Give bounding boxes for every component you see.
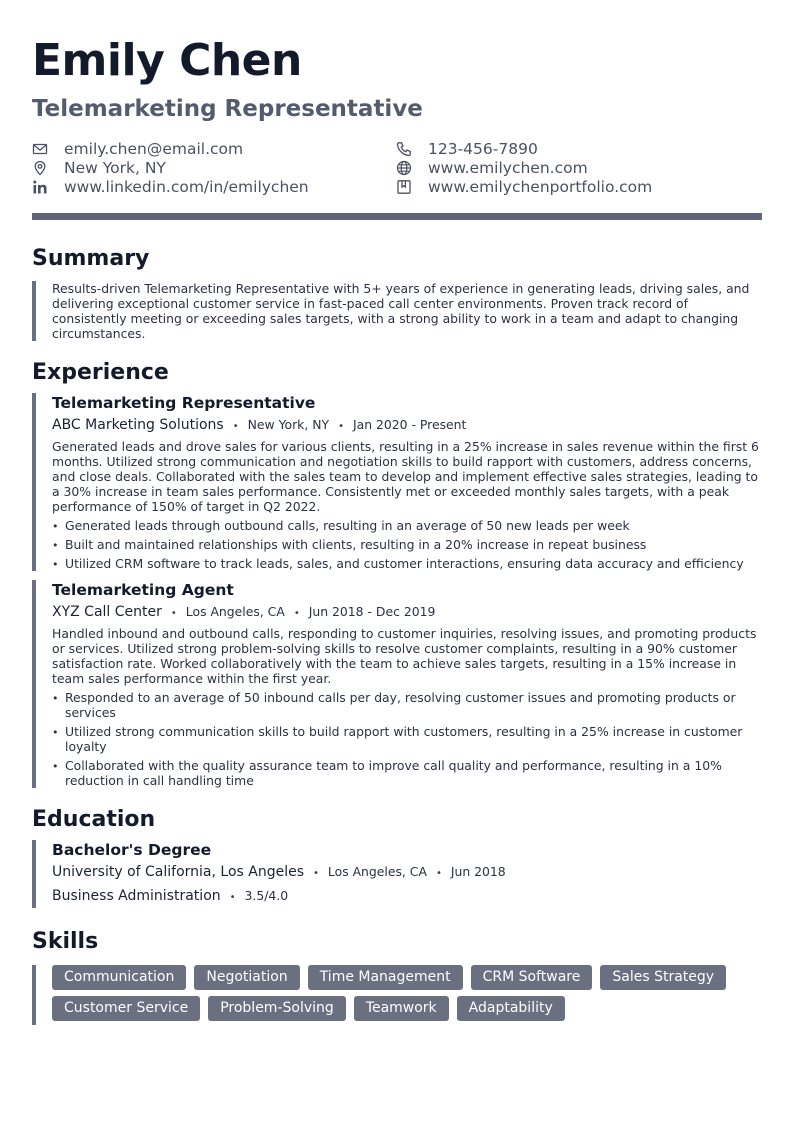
job-bullet: • Responded to an average of 50 inbound calls per day, resolving customer issues and promoting products or services [52,690,762,720]
job-title: Telemarketing Representative [32,96,423,122]
education-meta [52,862,762,884]
job-entry [52,393,762,571]
job-dates: Jun 2018 - Dec 2019 [308,604,436,619]
job-company: XYZ Call Center [52,604,162,620]
job-bullet: • Collaborated with the quality assurance team to improve call quality and performance, resulting in a 10% reduction in call handling time [52,758,762,788]
resume-page [32,30,762,1025]
job-entry-title: Telemarketing Representative [52,394,316,412]
contact-location [32,158,309,177]
education-degree: Bachelor's Degree [52,841,212,859]
contact-website[interactable] [396,158,652,177]
skill-tag: Communication [52,965,186,990]
education-date: Jun 2018 [450,864,506,879]
job-entry-meta [52,415,762,437]
job-company: ABC Marketing Solutions [52,417,224,433]
globe-icon [396,160,412,176]
contact-phone[interactable] [396,139,652,158]
email-text: emily.chen@email.com [64,139,244,158]
skill-tag: Adaptability [457,996,565,1021]
job-description: Generated leads and drove sales for various clients, resulting in a 25% increase in sales revenue within the first 6 months. Utilized strong communication and negotiation skills to build rapport with customers, address concerns, and close deals. Collaborated with the sales team to develop and implement effective sales strategies, leading to a 30% increase in team sales performance. Consistently met or exceeded monthly sales targets, with a peak performance of 150% of target in Q2 2022. [52,439,759,514]
skill-tag: Customer Service [52,996,200,1021]
skills-block [32,965,762,1025]
education-location: Los Angeles, CA [327,864,427,879]
location-pin-icon [32,160,48,176]
job-bullet: • Built and maintained relationships with clients, resulting in a 20% increase in repeat business [52,537,762,552]
separator-dot: • [293,608,300,619]
phone-icon [396,141,412,157]
skill-tag: Negotiation [194,965,299,990]
job-location: New York, NY [247,417,330,432]
separator-dot: • [232,421,239,432]
separator-dot: • [435,868,442,879]
portfolio-text: www.emilychenportfolio.com [428,177,653,196]
education-school: University of California, Los Angeles [52,864,305,880]
experience-block [32,393,762,571]
job-entry-title: Telemarketing Agent [52,581,234,599]
phone-text: 123-456-7890 [428,139,538,158]
job-location: Los Angeles, CA [185,604,285,619]
skills-heading: Skills [32,929,99,954]
skill-tag: Problem-Solving [208,996,346,1021]
job-bullet: • Utilized CRM software to track leads, sales, and customer interactions, ensuring data accuracy and efficiency [52,556,762,571]
job-entry-meta [52,602,762,624]
linkedin-icon [32,179,48,195]
education-field-row [52,886,762,908]
skill-tag: CRM Software [471,965,593,990]
bookmark-icon [396,179,412,195]
linkedin-text: www.linkedin.com/in/emilychen [64,177,309,196]
contact-email[interactable] [32,139,309,158]
candidate-name: Emily Chen [32,35,302,86]
contact-column-right [396,139,652,196]
separator-dot: • [338,421,344,432]
experience-heading: Experience [32,360,169,385]
education-heading: Education [32,807,156,832]
summary-heading: Summary [32,246,150,271]
skill-tag: Sales Strategy [600,965,726,990]
job-bullet: • Generated leads through outbound calls, resulting in an average of 50 new leads per week [52,518,762,533]
separator-dot: • [229,892,236,903]
summary-text: Results-driven Telemarketing Representative with 5+ years of experience in generating leads, driving sales, and delivering exceptional customer service in fast-paced call center environments. Proven track record of consistently meeting or exceeding sales targets, with a strong ability to work in a team and adapt to changing circumstances. [52,281,750,341]
education-field: Business Administration [52,888,221,904]
education-block [32,840,762,908]
skill-tag: Teamwork [354,996,449,1021]
skills-list [52,965,762,1025]
contact-portfolio[interactable] [396,177,652,196]
education-gpa: 3.5/4.0 [244,888,289,903]
website-text: www.emilychen.com [428,158,588,177]
job-entry [52,580,762,788]
contact-column-left [32,139,309,196]
summary-block [32,281,762,341]
separator-dot: • [170,608,177,619]
location-text: New York, NY [64,158,166,177]
experience-block [32,580,762,788]
contact-linkedin[interactable] [32,177,309,196]
job-bullets [52,690,762,788]
skill-tag: Time Management [308,965,463,990]
header-divider [32,213,762,220]
separator-dot: • [313,868,319,879]
job-bullet: • Utilized strong communication skills to build rapport with customers, resulting in a 25% increase in customer loyalty [52,724,762,754]
mail-icon [32,141,48,157]
job-dates: Jan 2020 - Present [352,417,467,432]
job-bullets [52,518,762,571]
contact-info [32,139,762,199]
job-description: Handled inbound and outbound calls, responding to customer inquiries, resolving issues, and promoting products or services. Utilized strong problem-solving skills to resolve customer complaints, resulting in a 90% customer satisfaction rate. Worked collaboratively with the team to achieve sales targets, resulting in a 15% increase in team sales performance within the first year. [52,626,757,686]
